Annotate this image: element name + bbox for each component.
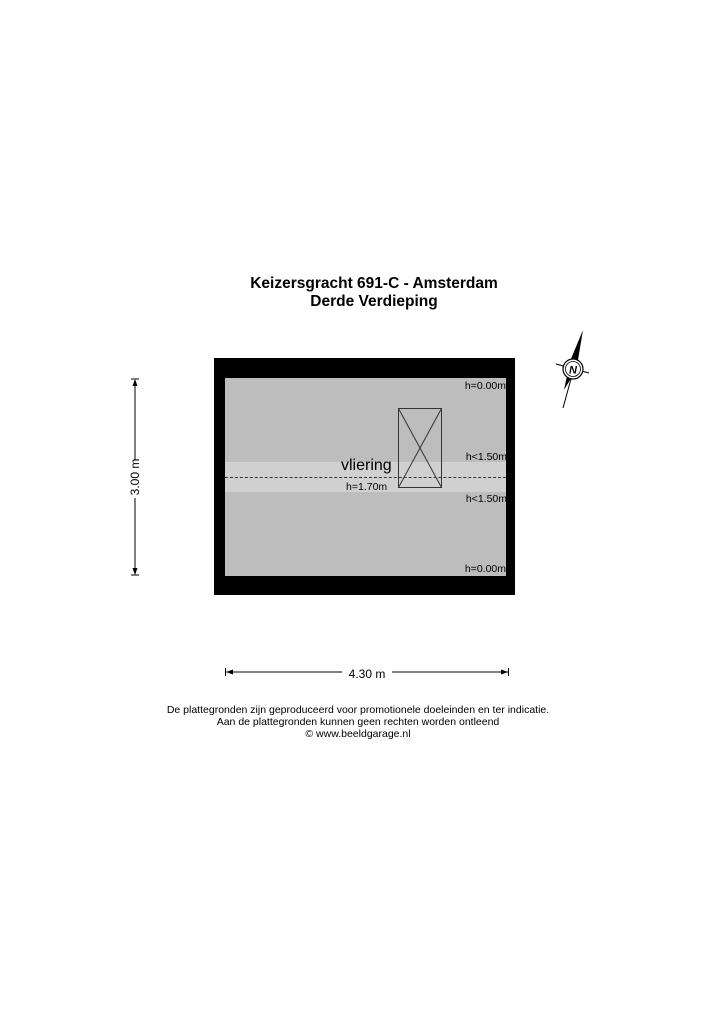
room-name-label: vliering [341,457,392,474]
compass-north-label: N [569,364,577,377]
height-label-top: h=0.00m [464,380,506,392]
compass [552,328,592,410]
width-dimension-label: 4.30 m [348,667,386,681]
height-label-mid-upper: h<1.50m [465,451,507,463]
property-address-title: Keizersgracht 691-C - Amsterdam [250,275,498,292]
height-dimension-label: 3.00 m [128,458,142,496]
ridge-line [225,477,506,478]
copyright-line: © www.beeldgarage.nl [305,728,411,740]
height-label-bottom: h=0.00m [464,563,506,575]
disclaimer-line-1: De plattegronden zijn geproduceerd voor promotionele doeleinden en ter indicatie. [166,704,550,716]
height-label-mid-lower: h<1.50m [465,493,507,505]
room-height-label: h=1.70m [346,481,388,493]
disclaimer-line-2: Aan de plattegronden kunnen geen rechten worden ontleend [216,716,500,728]
floor-name-title: Derde Verdieping [310,293,438,310]
hatch-opening-icon [398,408,442,488]
north-arrow-icon [552,328,592,410]
